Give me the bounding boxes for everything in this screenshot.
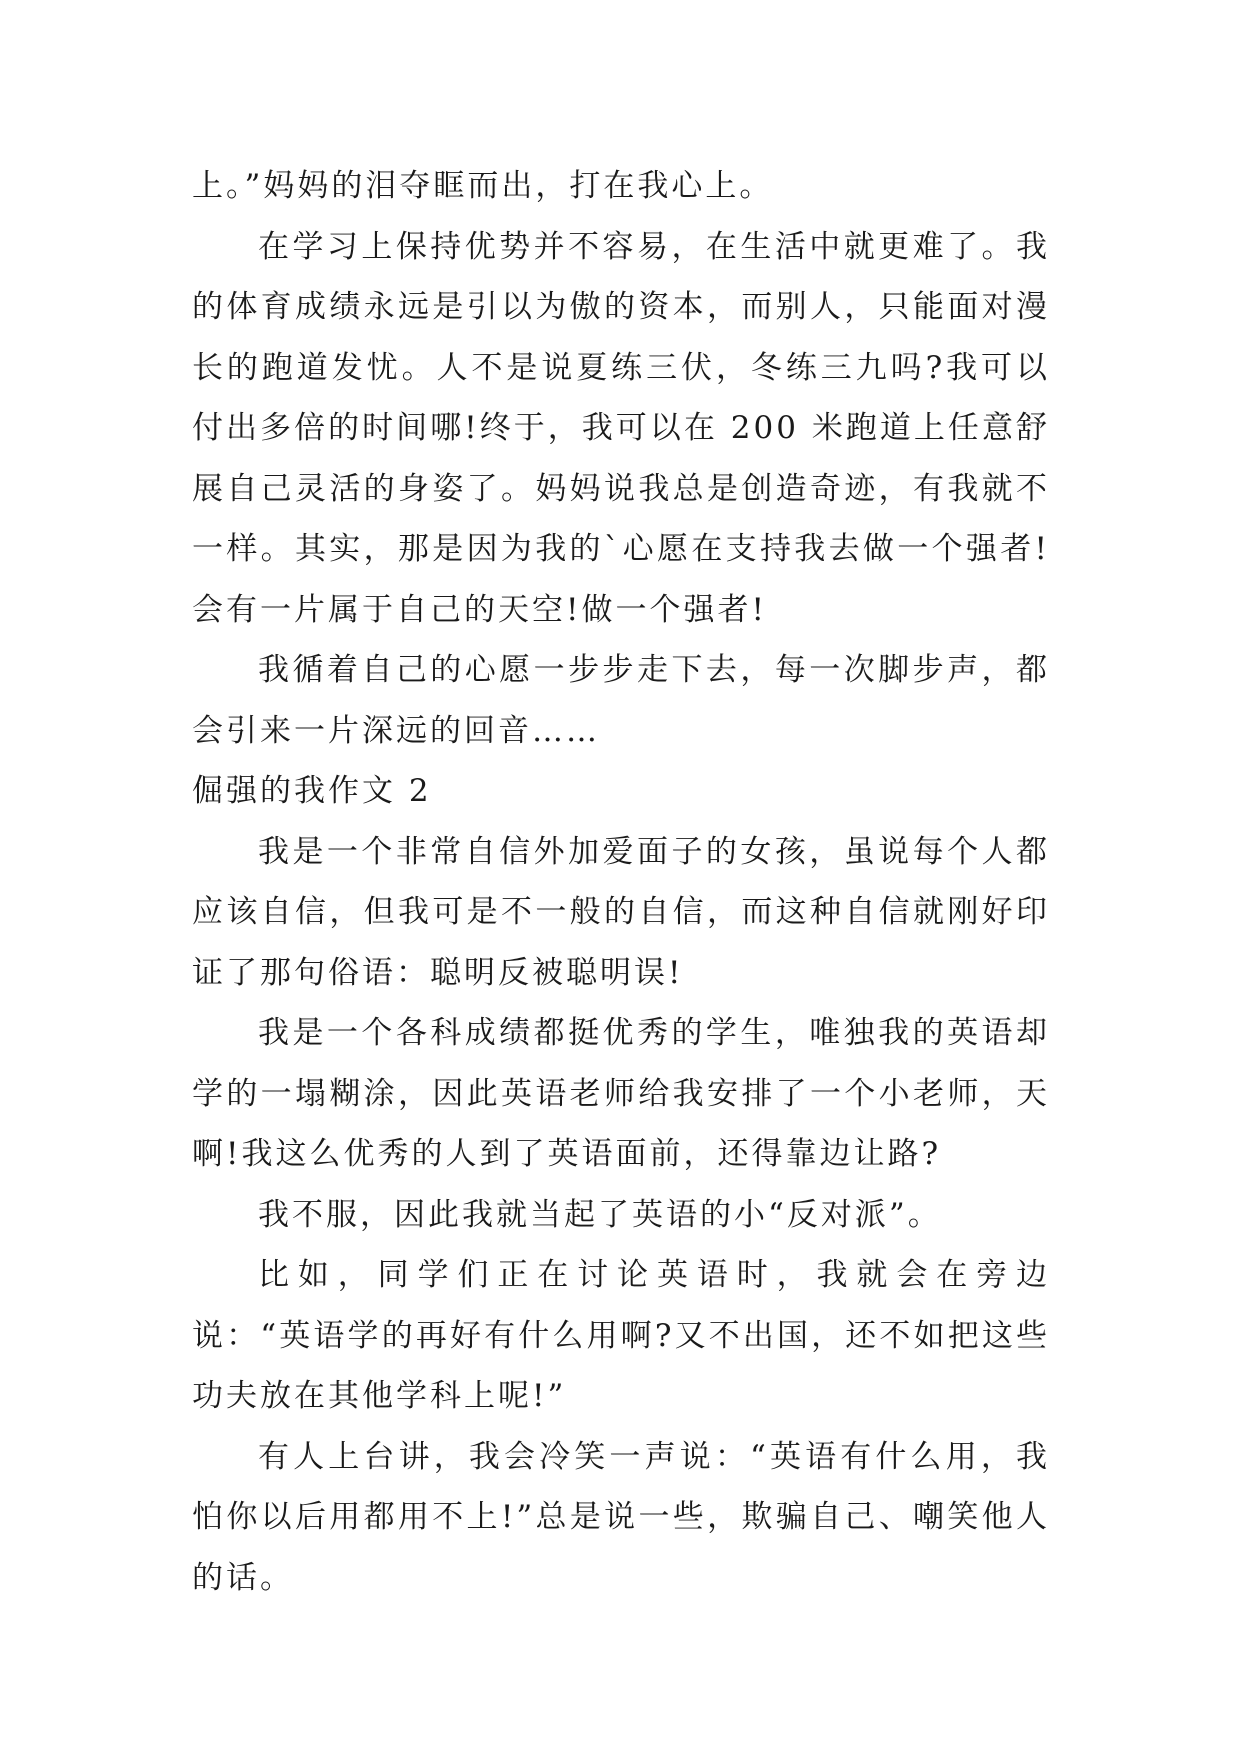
essay-title: 倔强的我作文 2: [192, 773, 432, 809]
paragraph-sports: 在学习上保持优势并不容易，在生活中就更难了。我的体育成绩永远是引以为傲的资本，而别人，只能面对漫长的跑道发忧。人不是说夏练三伏，冬练三九吗?我可以付出多倍的时间哪!终于，我可以在 200 米跑道上任意舒展自己灵活的身姿了。妈妈说我总是创造奇迹，有我就不一样。其实，那是因为我的`心愿在支持我去做一个强者!会有一片属于自己的天空!做一个强者!: [192, 228, 1050, 628]
paragraph-opposition: 我不服，因此我就当起了英语的小“反对派”。: [258, 1196, 942, 1233]
document-body: [192, 156, 1050, 1608]
paragraph-english-tutor: 我是一个各科成绩都挺优秀的学生，唯独我的英语却学的一塌糊涂，因此英语老师给我安排了一个小老师，天啊!我这么优秀的人到了英语面前，还得靠边让路?: [192, 1015, 1050, 1172]
paragraph-discussion: 比如，同学们正在讨论英语时，我就会在旁边说：“英语学的再好有什么用啊?又不出国，还不如把这些功夫放在其他学科上呢!”: [192, 1257, 1050, 1414]
paragraph-footsteps: 我循着自己的心愿一步步走下去，每一次脚步声，都会引来一片深远的回音……: [192, 652, 1050, 749]
paragraph-sneer: 有人上台讲，我会冷笑一声说：“英语有什么用，我怕你以后用都用不上!”总是说一些，欺骗自己、嘲笑他人的话。: [192, 1438, 1050, 1596]
paragraph-confident: 我是一个非常自信外加爱面子的女孩，虽说每个人都应该自信，但我可是不一般的自信，而这种自信就刚好印证了那句俗语：聪明反被聪明误!: [192, 833, 1050, 991]
paragraph-continuation: 上。”妈妈的泪夺眶而出，打在我心上。: [192, 168, 774, 204]
